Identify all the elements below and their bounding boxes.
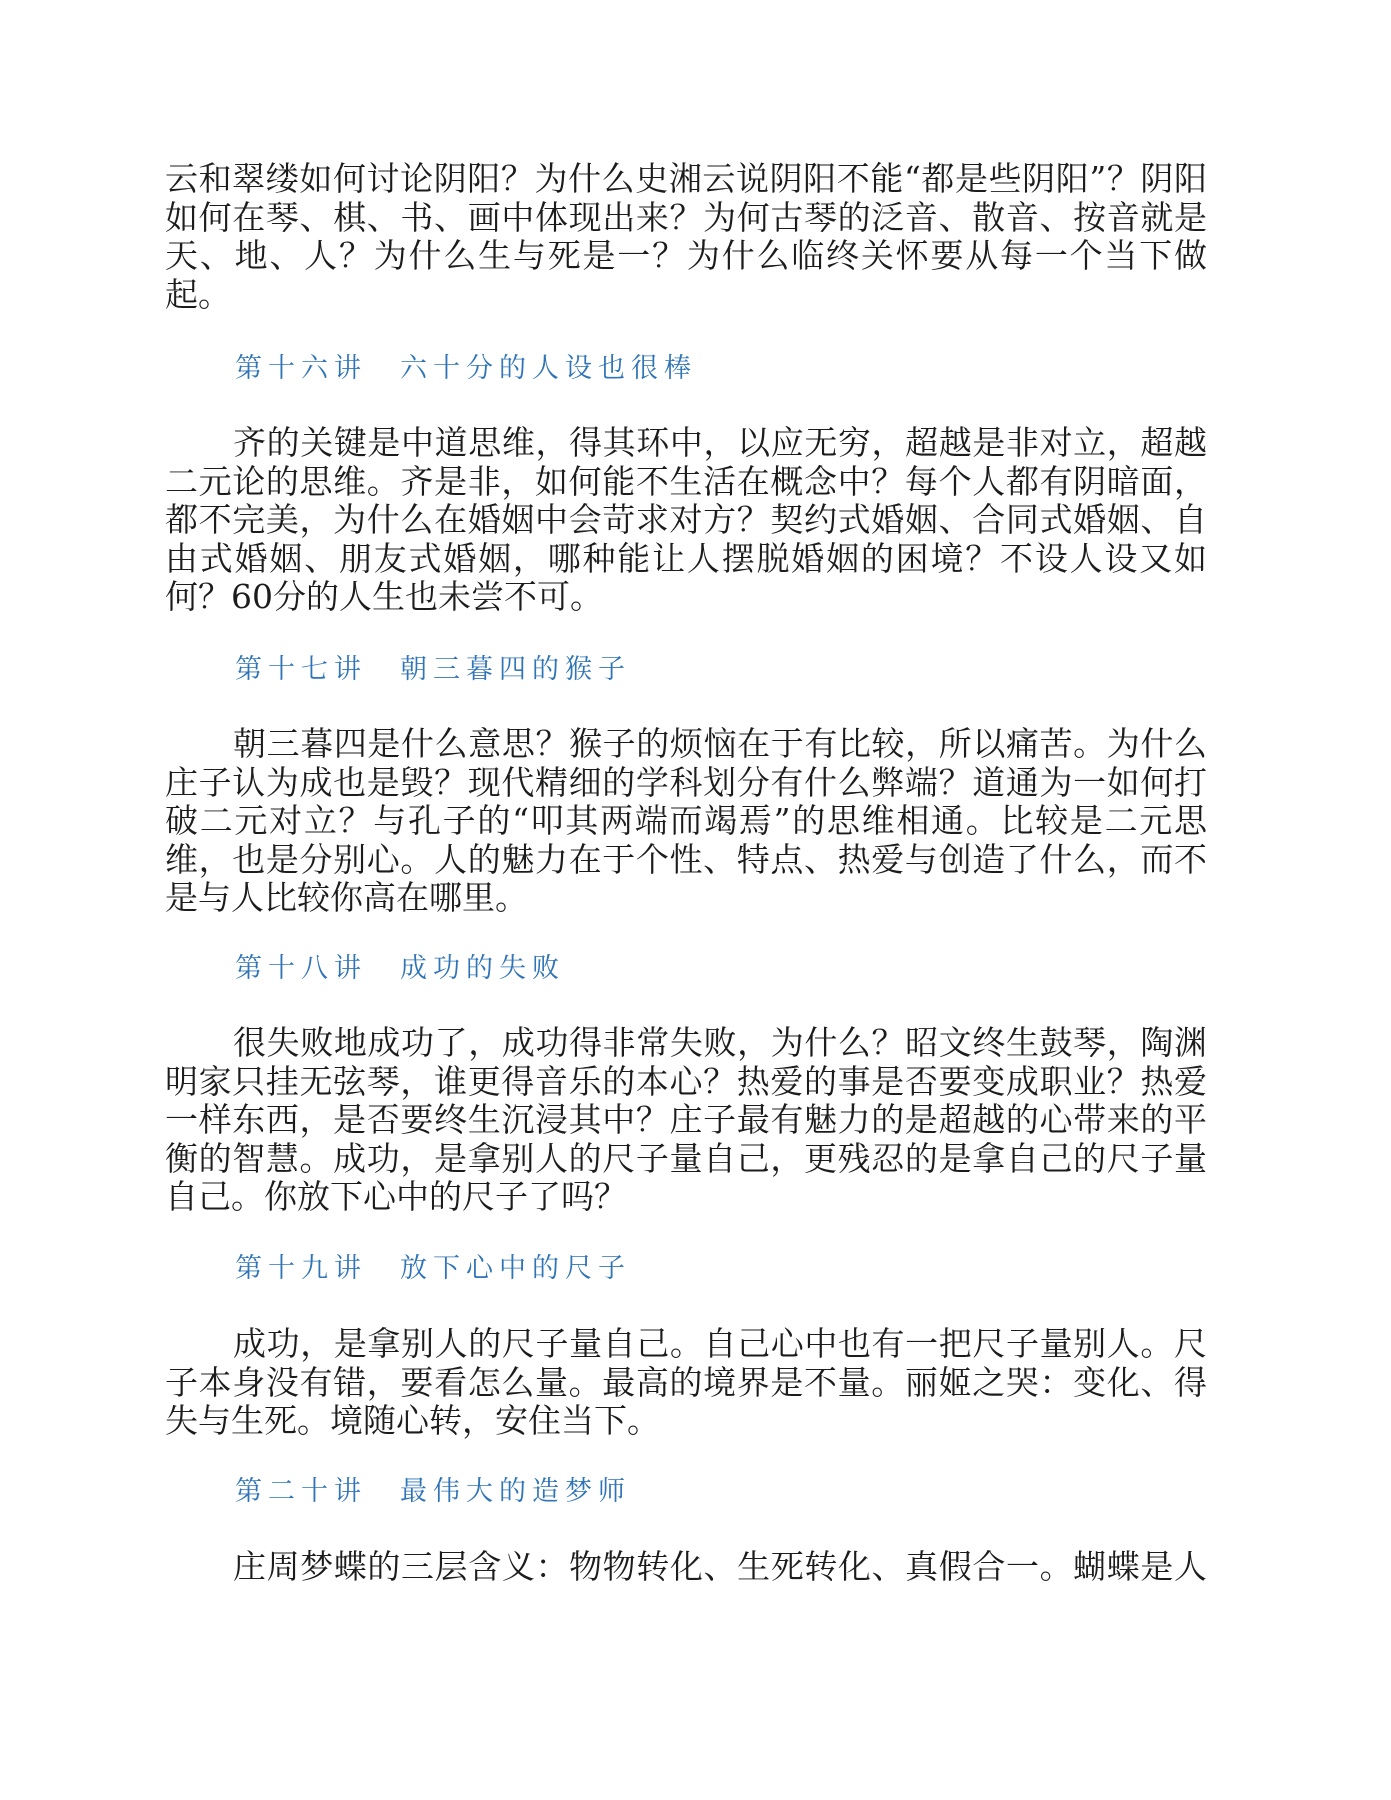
text-line: 庄子认为成也是毁？现代精细的学科划分有什么弊端？道通为一如何打 xyxy=(165,763,1207,802)
text-line: 朝三暮四是什么意思？猴子的烦恼在于有比较，所以痛苦。为什么 xyxy=(233,725,1207,763)
lecture-paragraph xyxy=(165,424,1207,617)
text-line: 庄周梦蝶的三层含义：物物转化、生死转化、真假合一。蝴蝶是人 xyxy=(233,1548,1207,1586)
lecture-heading: 第十八讲 成功的失败 xyxy=(235,953,565,984)
text-line: 成功，是拿别人的尺子量自己。自己心中也有一把尺子量别人。尺 xyxy=(233,1325,1207,1363)
intro-paragraph xyxy=(165,160,1207,314)
text-line: 很失败地成功了，成功得非常失败，为什么？昭文终生鼓琴，陶渊 xyxy=(233,1024,1207,1062)
lecture-paragraph xyxy=(165,1024,1207,1217)
text-line: 明家只挂无弦琴，谁更得音乐的本心？热爱的事是否要变成职业？热爱 xyxy=(165,1062,1207,1101)
lecture-paragraph xyxy=(165,725,1207,918)
text-line: 失与生死。境随心转，安住当下。 xyxy=(165,1402,660,1441)
text-line: 天、地、人？为什么生与死是一？为什么临终关怀要从每一个当下做 xyxy=(165,237,1207,276)
text-line: 起。 xyxy=(165,275,231,314)
text-line: 是与人比较你高在哪里。 xyxy=(165,879,528,918)
lecture-heading: 第十九讲 放下心中的尺子 xyxy=(235,1253,631,1284)
text-line: 何？60分的人生也未尝不可。 xyxy=(165,578,603,617)
text-line: 维，也是分别心。人的魅力在于个性、特点、热爱与创造了什么，而不 xyxy=(165,840,1207,879)
text-line: 都不完美，为什么在婚姻中会苛求对方？契约式婚姻、合同式婚姻、自 xyxy=(165,501,1207,540)
lecture-paragraph xyxy=(165,1548,1207,1587)
text-line: 如何在琴、棋、书、画中体现出来？为何古琴的泛音、散音、按音就是 xyxy=(165,198,1207,237)
lecture-paragraph xyxy=(165,1325,1207,1441)
lecture-heading: 第十七讲 朝三暮四的猴子 xyxy=(235,654,631,685)
text-line: 自己。你放下心中的尺子了吗？ xyxy=(165,1178,627,1217)
text-line: 由式婚姻、朋友式婚姻，哪种能让人摆脱婚姻的困境？不设人设又如 xyxy=(165,539,1207,578)
lecture-heading: 第二十讲 最伟大的造梦师 xyxy=(235,1476,631,1507)
text-line: 破二元对立？与孔子的“叩其两端而竭焉”的思维相通。比较是二元思 xyxy=(165,802,1207,841)
text-line: 衡的智慧。成功，是拿别人的尺子量自己，更残忍的是拿自己的尺子量 xyxy=(165,1139,1207,1178)
text-line: 云和翠缕如何讨论阴阳？为什么史湘云说阴阳不能“都是些阴阳”？阴阳 xyxy=(165,160,1207,198)
text-line: 一样东西，是否要终生沉浸其中？庄子最有魅力的是超越的心带来的平 xyxy=(165,1101,1207,1140)
text-line: 子本身没有错，要看怎么量。最高的境界是不量。丽姬之哭：变化、得 xyxy=(165,1363,1207,1402)
text-line: 二元论的思维。齐是非，如何能不生活在概念中？每个人都有阴暗面， xyxy=(165,462,1207,501)
text-line: 齐的关键是中道思维，得其环中，以应无穷，超越是非对立，超越 xyxy=(233,424,1207,462)
lecture-heading: 第十六讲 六十分的人设也很棒 xyxy=(235,353,697,384)
